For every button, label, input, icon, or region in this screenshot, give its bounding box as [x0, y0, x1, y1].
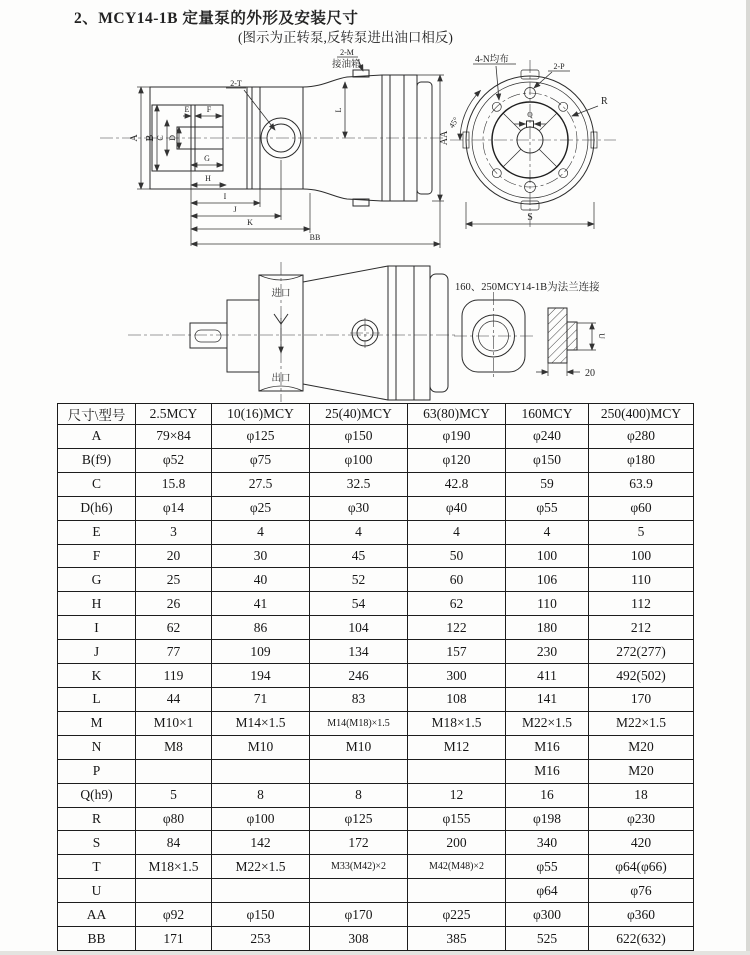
dimension-label-cell: J: [58, 640, 136, 664]
dimension-label-cell: T: [58, 855, 136, 879]
header-cell-dim-model: 尺寸\型号: [58, 404, 136, 425]
dimension-label-cell: G: [58, 568, 136, 592]
dimension-value-cell: M14(M18)×1.5: [310, 711, 408, 735]
dimension-value-cell: 100: [506, 544, 589, 568]
dimension-value-cell: 4: [212, 520, 310, 544]
dimension-value-cell: φ64(φ66): [589, 855, 694, 879]
port-m-label: 2-M: [340, 48, 354, 57]
dimension-label-cell: M: [58, 711, 136, 735]
dimension-label-cell: AA: [58, 903, 136, 927]
dimension-value-cell: 104: [310, 616, 408, 640]
dimension-table: [57, 403, 694, 951]
dimension-value-cell: φ150: [506, 448, 589, 472]
dimension-value-cell: 119: [136, 664, 212, 688]
dimension-value-cell: 172: [310, 831, 408, 855]
ports-view-body: [128, 262, 458, 402]
dimension-label-cell: A: [58, 425, 136, 449]
dimension-value-cell: 253: [212, 927, 310, 951]
dimension-value-cell: 54: [310, 592, 408, 616]
dimension-value-cell: M18×1.5: [408, 711, 506, 735]
dimension-label-cell: P: [58, 759, 136, 783]
header-cell-model: 10(16)MCY: [212, 404, 310, 425]
dimension-value-cell: 272(277): [589, 640, 694, 664]
table-row: [58, 496, 694, 520]
dimension-label-cell: L: [58, 687, 136, 711]
table-row: [58, 544, 694, 568]
dimension-value-cell: φ75: [212, 448, 310, 472]
dimension-value-cell: 42.8: [408, 472, 506, 496]
header-cell-model: 160MCY: [506, 404, 589, 425]
dimension-value-cell: M16: [506, 735, 589, 759]
dimension-value-cell: φ155: [408, 807, 506, 831]
dimension-value-cell: 3: [136, 520, 212, 544]
table-row: [58, 425, 694, 449]
dimension-label-cell: I: [58, 616, 136, 640]
table-header-row: [58, 404, 694, 425]
dimension-value-cell: φ180: [589, 448, 694, 472]
dimension-value-cell: M20: [589, 735, 694, 759]
dimension-value-cell: φ60: [589, 496, 694, 520]
angle-label: 45°: [447, 115, 461, 130]
dimension-label-cell: K: [58, 664, 136, 688]
dimension-value-cell: M10: [212, 735, 310, 759]
dimension-value-cell: [408, 759, 506, 783]
dimension-label-cell: U: [58, 879, 136, 903]
dim-label-d: D: [168, 135, 177, 141]
side-view-drawing: [95, 48, 450, 260]
dimension-value-cell: φ360: [589, 903, 694, 927]
dimension-value-cell: 385: [408, 927, 506, 951]
dimension-value-cell: 492(502): [589, 664, 694, 688]
dimension-value-cell: 141: [506, 687, 589, 711]
dimension-value-cell: 16: [506, 783, 589, 807]
dimension-value-cell: 77: [136, 640, 212, 664]
dim-label-20: 20: [585, 368, 595, 379]
dimension-value-cell: φ40: [408, 496, 506, 520]
dim-label-aa: AA: [439, 130, 450, 146]
dimension-value-cell: φ230: [589, 807, 694, 831]
dim-label-a: A: [129, 134, 140, 142]
dim-label-h: H: [205, 174, 211, 183]
dimension-label-cell: R: [58, 807, 136, 831]
dimension-value-cell: 27.5: [212, 472, 310, 496]
dimension-value-cell: φ198: [506, 807, 589, 831]
inlet-label: 进口: [271, 289, 291, 299]
table-row: [58, 664, 694, 688]
dim-label-r: R: [601, 96, 608, 107]
dimension-value-cell: φ300: [506, 903, 589, 927]
dimension-label-cell: N: [58, 735, 136, 759]
table-row: [58, 616, 694, 640]
dim-label-j: J: [233, 205, 237, 214]
dimension-label-cell: Q(h9): [58, 783, 136, 807]
page-title: 2、MCY14-1B 定量泵的外形及安装尺寸: [74, 10, 359, 27]
dimension-value-cell: 100: [589, 544, 694, 568]
dimension-value-cell: φ125: [212, 425, 310, 449]
dimension-value-cell: φ120: [408, 448, 506, 472]
dimension-value-cell: [136, 759, 212, 783]
dimension-value-cell: φ14: [136, 496, 212, 520]
table-body: [58, 425, 694, 951]
dimension-value-cell: 230: [506, 640, 589, 664]
dimension-value-cell: φ80: [136, 807, 212, 831]
dimension-value-cell: φ125: [310, 807, 408, 831]
flange-note-figure: [454, 280, 606, 380]
dimension-value-cell: 420: [589, 831, 694, 855]
dimension-value-cell: 79×84: [136, 425, 212, 449]
dimension-value-cell: 308: [310, 927, 408, 951]
dimension-value-cell: 62: [136, 616, 212, 640]
dimension-value-cell: M18×1.5: [136, 855, 212, 879]
dimension-value-cell: 50: [408, 544, 506, 568]
table-row: [58, 711, 694, 735]
dimension-value-cell: 86: [212, 616, 310, 640]
table-row: [58, 807, 694, 831]
dimension-value-cell: M20: [589, 759, 694, 783]
dim-label-i: I: [223, 192, 227, 201]
dimension-label-cell: B(f9): [58, 448, 136, 472]
dim-label-e: E: [184, 105, 190, 114]
front-view-drawing: [448, 52, 658, 247]
dimension-value-cell: M12: [408, 735, 506, 759]
dimension-value-cell: φ280: [589, 425, 694, 449]
dimension-value-cell: φ55: [506, 855, 589, 879]
dimension-value-cell: φ100: [212, 807, 310, 831]
table-row: [58, 592, 694, 616]
dimension-value-cell: [212, 879, 310, 903]
flange-note-title: 160、250MCY14-1B为法兰连接: [455, 282, 600, 293]
dimension-value-cell: 525: [506, 927, 589, 951]
dimension-value-cell: 142: [212, 831, 310, 855]
dimension-value-cell: M22×1.5: [506, 711, 589, 735]
dimension-value-cell: 411: [506, 664, 589, 688]
table-row: [58, 879, 694, 903]
dimension-value-cell: 157: [408, 640, 506, 664]
dimension-value-cell: 41: [212, 592, 310, 616]
dimension-value-cell: 52: [310, 568, 408, 592]
dimension-label-cell: H: [58, 592, 136, 616]
table-row: [58, 903, 694, 927]
dimension-value-cell: 18: [589, 783, 694, 807]
dimension-value-cell: 109: [212, 640, 310, 664]
table-row: [58, 855, 694, 879]
dimension-value-cell: 110: [589, 568, 694, 592]
scan-edge-right: [746, 0, 750, 955]
dim-label-bb: BB: [309, 233, 321, 242]
dimension-label-cell: C: [58, 472, 136, 496]
dimension-value-cell: M10: [310, 735, 408, 759]
dimension-value-cell: 110: [506, 592, 589, 616]
dimension-value-cell: M16: [506, 759, 589, 783]
dimension-value-cell: 108: [408, 687, 506, 711]
dimension-value-cell: φ190: [408, 425, 506, 449]
dimension-value-cell: [136, 879, 212, 903]
dimension-value-cell: 62: [408, 592, 506, 616]
dimension-value-cell: 71: [212, 687, 310, 711]
dimension-value-cell: 4: [506, 520, 589, 544]
dimension-value-cell: 25: [136, 568, 212, 592]
dimension-value-cell: φ150: [212, 903, 310, 927]
dimension-value-cell: 112: [589, 592, 694, 616]
dimension-value-cell: M22×1.5: [212, 855, 310, 879]
dimension-value-cell: φ30: [310, 496, 408, 520]
dimension-value-cell: M42(M48)×2: [408, 855, 506, 879]
dimension-value-cell: 246: [310, 664, 408, 688]
dim-label-g: G: [204, 154, 210, 163]
dimension-label-cell: BB: [58, 927, 136, 951]
dimension-label-cell: D(h6): [58, 496, 136, 520]
dimension-value-cell: 180: [506, 616, 589, 640]
dimension-label-cell: F: [58, 544, 136, 568]
dimension-value-cell: M14×1.5: [212, 711, 310, 735]
header-cell-model: 2.5MCY: [136, 404, 212, 425]
dimension-value-cell: 15.8: [136, 472, 212, 496]
dimension-value-cell: 63.9: [589, 472, 694, 496]
dimension-value-cell: 4: [310, 520, 408, 544]
dimension-value-cell: 170: [589, 687, 694, 711]
dimension-value-cell: φ64: [506, 879, 589, 903]
dimension-value-cell: 340: [506, 831, 589, 855]
dim-label-b: B: [145, 134, 156, 142]
dimension-value-cell: [310, 759, 408, 783]
dimension-value-cell: [310, 879, 408, 903]
dimension-value-cell: 45: [310, 544, 408, 568]
bolt-pattern-label: 4-N均布: [475, 55, 509, 65]
dimension-value-cell: 20: [136, 544, 212, 568]
table-row: [58, 831, 694, 855]
outlet-label: 出口: [271, 374, 291, 384]
dimension-value-cell: 8: [212, 783, 310, 807]
dimension-value-cell: 622(632): [589, 927, 694, 951]
scan-edge-bottom: [0, 951, 750, 955]
dimension-value-cell: M8: [136, 735, 212, 759]
table-row: [58, 927, 694, 951]
dimension-value-cell: 32.5: [310, 472, 408, 496]
dimension-value-cell: 60: [408, 568, 506, 592]
dimension-value-cell: 122: [408, 616, 506, 640]
dimension-value-cell: 26: [136, 592, 212, 616]
dimension-label-cell: S: [58, 831, 136, 855]
dimension-value-cell: 84: [136, 831, 212, 855]
dimension-value-cell: φ100: [310, 448, 408, 472]
port-m-note: 接油箱: [332, 60, 361, 70]
dim-label-s: S: [527, 212, 533, 223]
dim-label-k: K: [247, 218, 253, 227]
dimension-value-cell: 12: [408, 783, 506, 807]
page-subtitle: (图示为正转泵,反转泵进出油口相反): [238, 30, 453, 45]
dimension-value-cell: 134: [310, 640, 408, 664]
dimension-value-cell: φ225: [408, 903, 506, 927]
dim-label-f: F: [206, 105, 212, 114]
table-row: [58, 520, 694, 544]
dimension-value-cell: φ240: [506, 425, 589, 449]
front-view-callouts: [447, 53, 608, 229]
side-view-dimensions: [129, 75, 450, 248]
table-row: [58, 472, 694, 496]
dimension-value-cell: 44: [136, 687, 212, 711]
ports-view-drawing: [58, 254, 703, 406]
dimension-value-cell: 171: [136, 927, 212, 951]
dimension-value-cell: 59: [506, 472, 589, 496]
dimension-value-cell: φ55: [506, 496, 589, 520]
dimension-value-cell: φ170: [310, 903, 408, 927]
header-cell-model: 25(40)MCY: [310, 404, 408, 425]
dimension-value-cell: 83: [310, 687, 408, 711]
dimension-value-cell: 5: [136, 783, 212, 807]
port-t-label: 2-T: [230, 79, 242, 88]
dimension-value-cell: 106: [506, 568, 589, 592]
header-cell-model: 250(400)MCY: [589, 404, 694, 425]
dimension-value-cell: φ25: [212, 496, 310, 520]
dimension-value-cell: [212, 759, 310, 783]
dimension-value-cell: 194: [212, 664, 310, 688]
dimension-value-cell: 200: [408, 831, 506, 855]
dim-label-q: Q: [527, 110, 533, 119]
dimension-value-cell: φ76: [589, 879, 694, 903]
table-row: [58, 783, 694, 807]
dimension-value-cell: 5: [589, 520, 694, 544]
port-p-label: 2-P: [553, 62, 565, 71]
table-row: [58, 735, 694, 759]
dimension-value-cell: 212: [589, 616, 694, 640]
dimension-value-cell: [408, 879, 506, 903]
dimension-value-cell: 300: [408, 664, 506, 688]
table-row: [58, 568, 694, 592]
dimension-value-cell: φ150: [310, 425, 408, 449]
dimension-value-cell: M33(M42)×2: [310, 855, 408, 879]
dimension-value-cell: 4: [408, 520, 506, 544]
table-row: [58, 640, 694, 664]
dim-label-c: C: [156, 135, 165, 141]
header-cell-model: 63(80)MCY: [408, 404, 506, 425]
dimension-value-cell: 8: [310, 783, 408, 807]
table-row: [58, 687, 694, 711]
dimension-value-cell: 30: [212, 544, 310, 568]
dimension-value-cell: φ52: [136, 448, 212, 472]
table-row: [58, 759, 694, 783]
dimension-value-cell: φ92: [136, 903, 212, 927]
dim-label-l: L: [334, 107, 343, 113]
dimension-value-cell: M22×1.5: [589, 711, 694, 735]
dim-label-u: U: [597, 333, 606, 339]
dimension-value-cell: 40: [212, 568, 310, 592]
dimension-label-cell: E: [58, 520, 136, 544]
dimension-value-cell: M10×1: [136, 711, 212, 735]
table-row: [58, 448, 694, 472]
front-view-body: [450, 60, 616, 230]
